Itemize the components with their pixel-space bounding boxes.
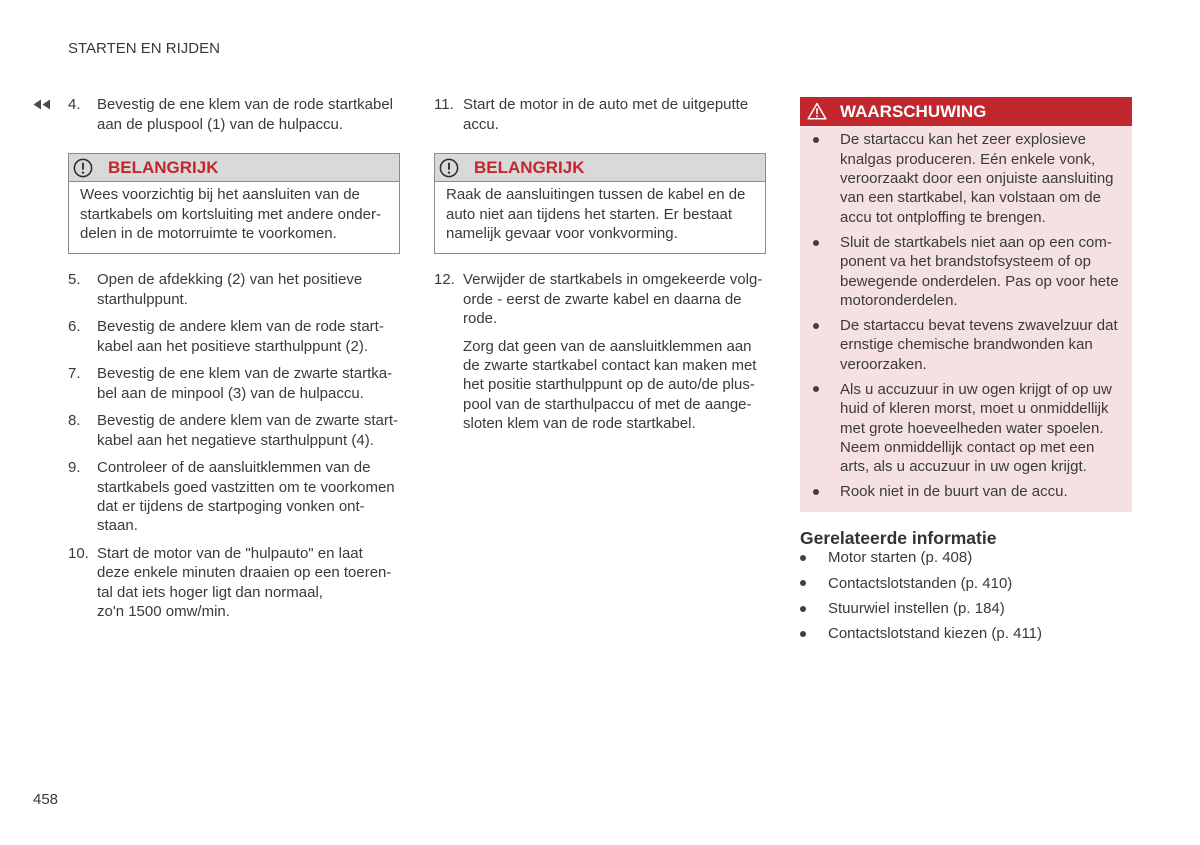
warning-text-line: met grote hoeveelheden water spoelen.	[840, 419, 1104, 437]
step-text-line: Bevestig de ene klem van de zwarte startka-	[97, 365, 393, 383]
step-text-line: zo'n 1500 omw/min.	[97, 603, 230, 621]
step-number: 5.	[68, 271, 81, 289]
step-text-line: kabel aan het negatieve starthulppunt (4).	[97, 431, 374, 449]
step-number: 8.	[68, 412, 81, 430]
step-number: 4.	[68, 96, 81, 114]
warning-text-line: huid of kleren morst, moet u onmiddellijk	[840, 400, 1109, 418]
warning-bullet	[800, 316, 1132, 374]
left-column-steps-bottom	[68, 270, 400, 621]
step-11	[434, 95, 766, 134]
warning-text-line: ernstige chemische brandwonden kan	[840, 336, 1093, 354]
step-text-line: rode.	[463, 310, 498, 328]
notice-header	[69, 154, 399, 182]
warning-text-line: Neem onmiddellijk contact op met een	[840, 438, 1095, 456]
warning-bullet	[800, 482, 1132, 501]
related-info-list	[800, 548, 1132, 643]
step-text-line: kabel aan het positieve starthulppunt (2).	[97, 337, 369, 355]
bullet-dot-icon	[813, 386, 819, 392]
step-text-line: deze enkele minuten draaien op een toeren-	[97, 564, 392, 582]
step-10	[68, 544, 400, 622]
step-7	[68, 364, 400, 403]
important-notice-middle	[434, 153, 766, 254]
step-text-line: startkabels goed vastzitten om te voorkomen	[97, 478, 395, 496]
step-8	[68, 411, 400, 450]
warning-text-line: veroorzaken.	[840, 355, 927, 373]
step-number: 6.	[68, 318, 81, 336]
running-header: STARTEN EN RIJDEN	[68, 40, 220, 57]
step-6	[68, 317, 400, 356]
step-text-line: Verwijder de startkabels in omgekeerde volg-	[463, 271, 763, 289]
warning-text-line: veroorzaakt door een onjuiste aansluiting	[840, 170, 1114, 188]
warning-text-line: ponent va het brandstofsysteem of op	[840, 253, 1091, 271]
note-text-line: sloten klem van de rode startkabel.	[463, 415, 696, 433]
left-column-steps-top	[68, 95, 400, 134]
warning-triangle-icon	[807, 102, 827, 120]
step-text-line: Bevestig de andere klem van de zwarte start-	[97, 412, 398, 430]
notice-text-line: namelijk gevaar voor vonkvorming.	[446, 225, 678, 243]
bullet-dot-icon	[813, 137, 819, 143]
step-text-line: Controleer of de aansluitklemmen van de	[97, 459, 371, 477]
notice-body	[69, 182, 399, 243]
step-12	[434, 270, 766, 328]
step-text-line: staan.	[97, 517, 138, 535]
warning-text-line: motoronderdelen.	[840, 292, 958, 310]
step-number: 11.	[434, 96, 454, 114]
step-12-note	[434, 337, 766, 434]
step-9	[68, 458, 400, 536]
related-info-heading: Gerelateerde informatie	[800, 528, 997, 548]
middle-column-steps-bottom	[434, 270, 766, 433]
step-4	[68, 95, 400, 134]
page-number: 458	[33, 791, 59, 808]
exclamation-circle-icon	[439, 158, 459, 178]
bullet-dot-icon	[800, 580, 806, 586]
step-text-line: Start de motor in de auto met de uitgeputte	[463, 96, 749, 114]
bullet-dot-icon	[813, 489, 819, 495]
notice-text-line: Wees voorzichtig bij het aansluiten van de	[80, 186, 360, 204]
note-text-line: de zwarte startkabel contact kan maken met	[463, 357, 757, 375]
note-text-line: het positie starthulppunt op de auto/de plus-	[463, 376, 755, 394]
step-text-line: dat er tijdens de startpoging vonken ont-	[97, 497, 365, 515]
step-number: 9.	[68, 459, 81, 477]
warning-text-line: De startaccu bevat tevens zwavelzuur dat	[840, 317, 1118, 334]
step-number: 10.	[68, 544, 89, 562]
exclamation-circle-icon	[73, 158, 93, 178]
notice-title: BELANGRIJK	[108, 158, 219, 177]
warning-box	[800, 97, 1132, 512]
bullet-dot-icon	[800, 555, 806, 561]
note-text-line: Zorg dat geen van de aansluitklemmen aan	[463, 337, 752, 355]
bullet-dot-icon	[813, 323, 819, 329]
warning-text-line: Rook niet in de buurt van de accu.	[840, 483, 1068, 501]
warning-text-line: Sluit de startkabels niet aan op een com-	[840, 233, 1112, 251]
step-number: 12.	[434, 271, 455, 289]
middle-column-steps-top	[434, 95, 766, 134]
important-notice-left	[68, 153, 400, 254]
step-text-line: Start de motor van de "hulpauto" en laat	[97, 544, 363, 562]
warning-bullet	[800, 233, 1132, 311]
step-text-line: aan de pluspool (1) van de hulpaccu.	[97, 115, 344, 133]
notice-title: BELANGRIJK	[474, 158, 585, 177]
step-text-line: Open de afdekking (2) van het positieve	[97, 271, 363, 289]
step-5	[68, 270, 400, 309]
bullet-dot-icon	[800, 631, 806, 637]
notice-header	[435, 154, 765, 182]
related-link-contactslotstanden[interactable]	[800, 574, 1132, 593]
related-link-stuurwiel-instellen[interactable]	[800, 599, 1132, 618]
notice-text-line: startkabels om kortsluiting met andere onder-	[80, 205, 381, 223]
related-link-label: Motor starten (p. 408)	[828, 549, 973, 567]
warning-header	[800, 97, 1132, 126]
notice-body	[435, 182, 765, 243]
warning-body	[800, 126, 1132, 502]
step-text-line: tal dat iets hoger ligt dan normaal,	[97, 583, 323, 601]
warning-text-line: Als u accuzuur in uw ogen krijgt of op uw	[840, 380, 1112, 398]
step-text-line: accu.	[463, 115, 499, 133]
warning-text-line: De startaccu kan het zeer explosieve	[840, 131, 1086, 149]
notice-text-line: Raak de aansluitingen tussen de kabel en de	[446, 186, 746, 204]
bullet-dot-icon	[813, 240, 819, 246]
warning-text-line: bewegende onderdelen. Pas op voor hete	[840, 272, 1119, 290]
warning-text-line: accu tot ontploffing te brengen.	[840, 208, 1046, 226]
related-link-contactslotstand-kiezen[interactable]	[800, 624, 1132, 643]
double-triangle-left-icon	[33, 99, 51, 110]
warning-text-line: knalgas produceren. Eén enkele vonk,	[840, 150, 1096, 168]
step-text-line: orde - eerst de zwarte kabel en daarna de	[463, 290, 742, 308]
warning-title: WAARSCHUWING	[840, 102, 987, 121]
step-text-line: Bevestig de andere klem van de rode start-	[97, 318, 384, 336]
step-text-line: Bevestig de ene klem van de rode startkabel	[97, 96, 394, 114]
warning-text-line: van een startkabel, kan volstaan om de	[840, 189, 1101, 207]
related-link-motor-starten[interactable]	[800, 548, 1132, 567]
warning-bullet	[800, 380, 1132, 477]
warning-bullet	[800, 130, 1132, 227]
notice-text-line: delen in de motorruimte te voorkomen.	[80, 225, 337, 243]
step-text-line: bel aan de minpool (3) van de hulpaccu.	[97, 384, 364, 402]
related-link-label: Contactslotstand kiezen (p. 411)	[828, 625, 1043, 643]
related-link-label: Contactslotstanden (p. 410)	[828, 574, 1013, 592]
step-text-line: starthulppunt.	[97, 290, 188, 308]
note-text-line: pool van de starthulpaccu of met de aange-	[463, 395, 752, 413]
warning-text-line: arts, als u accuzuur in uw ogen krijgt.	[840, 458, 1087, 476]
step-number: 7.	[68, 365, 81, 383]
bullet-dot-icon	[800, 606, 806, 612]
related-link-label: Stuurwiel instellen (p. 184)	[828, 599, 1005, 617]
notice-text-line: auto niet aan tijdens het starten. Er bestaat	[446, 205, 733, 223]
